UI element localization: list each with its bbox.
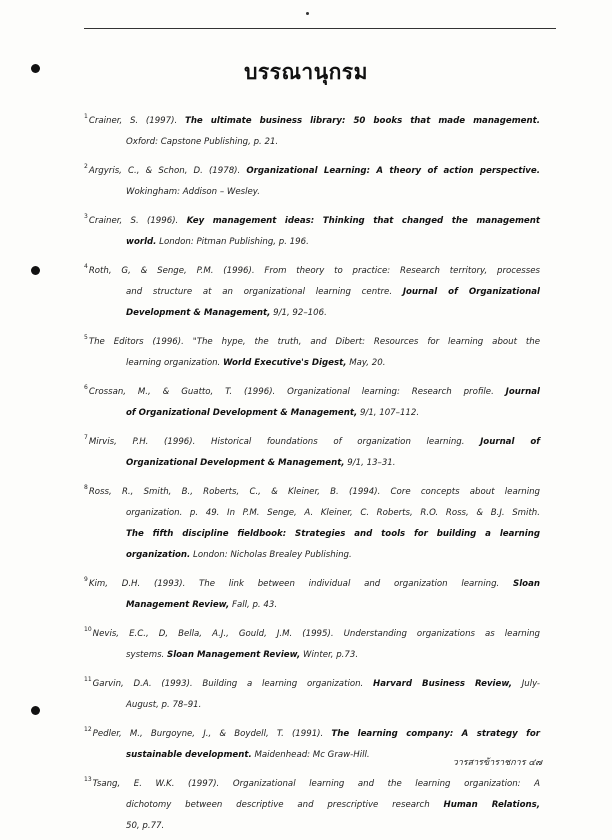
reference-line [84, 453, 540, 474]
reference-item [84, 769, 540, 837]
reference-item [84, 377, 540, 424]
reference-line [84, 695, 540, 716]
reference-title-text: The learning company: A strategy for [331, 729, 540, 739]
reference-title-text: Harvard Business Review, [373, 679, 512, 689]
reference-number: 8 [84, 484, 88, 491]
reference-item [84, 106, 540, 153]
reference-text: Wokingham: Addison – Wesley. [126, 187, 260, 197]
reference-line [84, 545, 540, 566]
reference-text: London: Nicholas Brealey Publishing. [190, 550, 352, 560]
reference-title-text: Management Review, [126, 600, 230, 610]
reference-line [84, 503, 540, 524]
reference-line [84, 403, 540, 424]
reference-title-text: Human Relations, [443, 800, 540, 810]
reference-text: learning organization. [126, 358, 223, 368]
reference-title-text: Key management ideas: Thinking that changed the management [186, 216, 540, 226]
reference-text: The Editors (1996). "The hype, the truth, and Dibert: Resources for learning about the [88, 337, 540, 347]
reference-text: 50, p.77. [126, 821, 165, 831]
reference-text: Pedler, M., Burgoyne, J., & Boydell, T. (1991). [92, 729, 332, 739]
reference-line [84, 477, 540, 503]
reference-line [84, 182, 540, 203]
reference-text: July- [512, 679, 540, 689]
reference-title-text: The fifth discipline fieldbook: Strategies and tools for building a learning [126, 529, 540, 539]
reference-number: 13 [84, 776, 92, 783]
reference-item [84, 569, 540, 616]
reference-item [84, 156, 540, 203]
reference-text: Tsang, E. W.K. (1997). Organizational learning and the learning organization: A [92, 779, 540, 789]
reference-title-text: Journal [505, 387, 540, 397]
reference-line [84, 795, 540, 816]
reference-text: August, p. 78–91. [126, 700, 202, 710]
reference-line [84, 669, 540, 695]
reference-line [84, 353, 540, 374]
reference-text: Ross, R., Smith, B., Roberts, C., & Kleiner, B. (1994). Core concepts about learning [88, 487, 540, 497]
reference-number: 2 [84, 163, 88, 170]
reference-line [84, 569, 540, 595]
reference-title-text: Journal of [480, 437, 540, 447]
reference-text: May, 20. [346, 358, 386, 368]
reference-line [84, 377, 540, 403]
reference-item [84, 427, 540, 474]
reference-text: 9/1, 13–31. [344, 458, 396, 468]
reference-text: 9/1, 92–106. [270, 308, 327, 318]
page-title: บรรณานุกรม [244, 60, 368, 84]
reference-title-text: The ultimate business library: 50 books that made management. [184, 116, 540, 126]
reference-text: Fall, p. 43. [229, 600, 278, 610]
header-rule [84, 28, 556, 29]
reference-line [84, 132, 540, 153]
reference-title-text: Sloan Management Review, [167, 650, 301, 660]
reference-line [84, 816, 540, 837]
reference-text: Mirvis, P.H. (1996). Historical foundations of organization learning. [88, 437, 481, 447]
reference-list [84, 106, 540, 840]
reference-text: Oxford: Capstone Publishing, p. 21. [126, 137, 279, 147]
reference-text: Crainer, S. (1996). [88, 216, 187, 226]
reference-line [84, 595, 540, 616]
reference-line [84, 303, 540, 324]
reference-text: Roth, G, & Senge, P.M. (1996). From theory to practice: Research territory, processes [88, 266, 540, 276]
reference-title-text: Organizational Development & Management, [126, 458, 345, 468]
reference-line [84, 327, 540, 353]
reference-item [84, 327, 540, 374]
reference-line [84, 524, 540, 545]
reference-title-text: sustainable development. [126, 750, 252, 760]
reference-text: systems. [126, 650, 168, 660]
reference-number: 10 [84, 626, 92, 633]
reference-title-text: of Organizational Development & Management, [126, 408, 358, 418]
reference-text: London: Pitman Publishing, p. 196. [156, 237, 309, 247]
reference-line [84, 282, 540, 303]
reference-line [84, 619, 540, 645]
reference-item [84, 619, 540, 666]
reference-text: Crainer, S. (1997). [88, 116, 185, 126]
reference-line [84, 206, 540, 232]
reference-line [84, 232, 540, 253]
reference-title-text: Development & Management, [126, 308, 271, 318]
reference-text: Kim, D.H. (1993). The link between individual and organization learning. [88, 579, 514, 589]
reference-number: 1 [84, 113, 88, 120]
page-footer: วารสารข้าราชการ ๔๗ [452, 758, 542, 768]
reference-line [84, 427, 540, 453]
reference-title-text: organization. [126, 550, 191, 560]
reference-number: 11 [84, 676, 92, 683]
reference-text: organization. p. 49. In P.M. Senge, A. Kleiner, C. Roberts, R.O. Ross, & B.J. Smith. [126, 508, 540, 518]
reference-item [84, 477, 540, 566]
binder-hole-middle [31, 266, 40, 275]
reference-line [84, 769, 540, 795]
reference-line [84, 719, 540, 745]
reference-title-text: Journal of Organizational [402, 287, 540, 297]
reference-line [84, 256, 540, 282]
reference-text: Crossan, M., & Guatto, T. (1996). Organizational learning: Research profile. [88, 387, 506, 397]
reference-line [84, 156, 540, 182]
reference-title-text: Sloan [513, 579, 540, 589]
reference-text: Maidenhead: Mc Graw-Hill. [251, 750, 370, 760]
reference-line [84, 645, 540, 666]
reference-line [84, 106, 540, 132]
reference-text: 9/1, 107–112. [357, 408, 420, 418]
binder-hole-bottom [31, 706, 40, 715]
reference-title-text: world. [126, 237, 157, 247]
reference-item [84, 206, 540, 253]
reference-text: dichotomy between descriptive and prescriptive research [126, 800, 444, 810]
reference-number: 5 [84, 334, 88, 341]
reference-text: Winter, p.73. [300, 650, 359, 660]
reference-number: 7 [84, 434, 88, 441]
reference-number: 9 [84, 576, 88, 583]
reference-text: and structure at an organizational learning centre. [126, 287, 403, 297]
reference-number: 3 [84, 213, 88, 220]
reference-number: 12 [84, 726, 92, 733]
reference-title-text: World Executive's Digest, [223, 358, 347, 368]
header-mark [306, 12, 309, 15]
reference-number: 6 [84, 384, 88, 391]
reference-item [84, 256, 540, 324]
reference-title-text: Organizational Learning: A theory of action perspective. [246, 166, 540, 176]
reference-number: 4 [84, 263, 88, 270]
reference-item [84, 669, 540, 716]
reference-text: Argyris, C., & Schon, D. (1978). [88, 166, 247, 176]
reference-text: Garvin, D.A. (1993). Building a learning organization. [92, 679, 374, 689]
reference-text: Nevis, E.C., D, Bella, A.J., Gould, J.M. (1995). Understanding organizations as learning [92, 629, 540, 639]
